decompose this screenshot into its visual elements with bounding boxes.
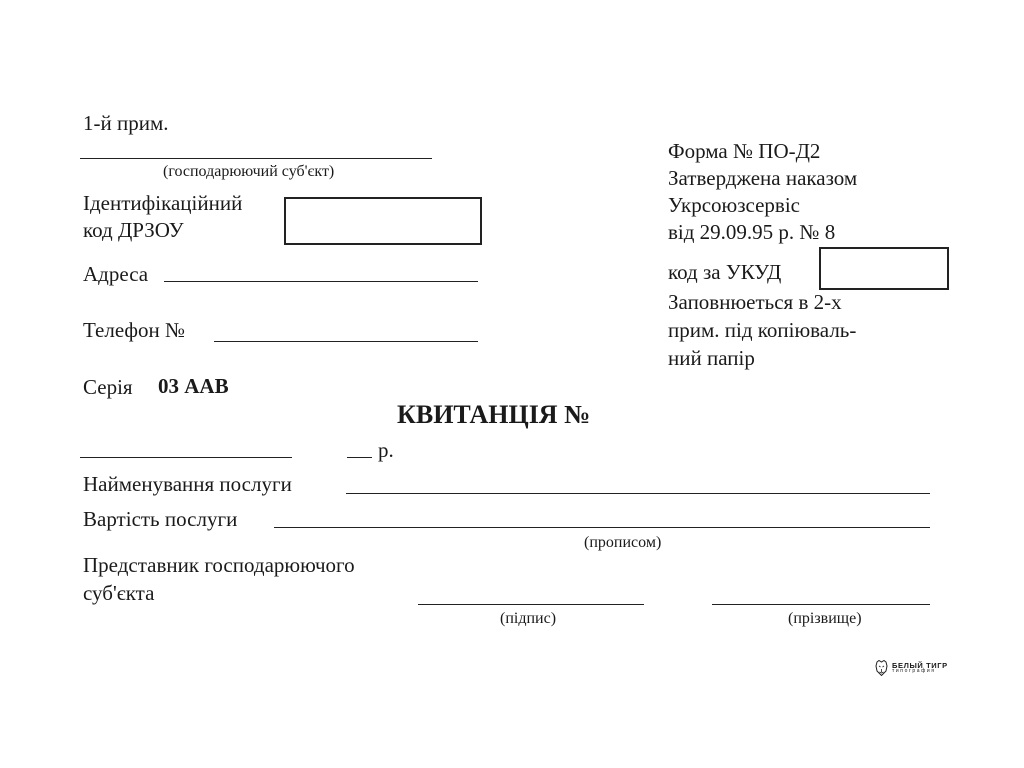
printer-logo-subtitle: типография xyxy=(892,668,936,675)
approval-date: від 29.09.95 р. № 8 xyxy=(668,220,836,244)
entity-line[interactable] xyxy=(80,158,432,159)
ukud-code-field[interactable] xyxy=(819,247,949,290)
printer-logo-text xyxy=(892,662,948,675)
series-value: 03 ААВ xyxy=(158,374,229,398)
fill-note-line3: ний папір xyxy=(668,346,755,370)
form-number: Форма № ПО-Д2 xyxy=(668,139,821,163)
approving-org: Укрсоюзсервіс xyxy=(668,193,800,217)
phone-line[interactable] xyxy=(214,341,478,342)
fill-note-line2: прим. під копіюваль- xyxy=(668,318,857,342)
series-label: Серія xyxy=(83,375,133,399)
id-code-label-line1: Ідентифікаційний xyxy=(83,191,243,215)
ukud-label: код за УКУД xyxy=(668,260,782,284)
signature-caption: (підпис) xyxy=(500,610,557,627)
id-code-label-line2: код ДРЗОУ xyxy=(83,218,184,242)
phone-label: Телефон № xyxy=(83,318,186,342)
year-suffix: р. xyxy=(378,438,394,462)
surname-line[interactable] xyxy=(712,604,930,605)
receipt-title: КВИТАНЦІЯ № xyxy=(397,400,591,429)
representative-label-line1: Представник господарюючого xyxy=(83,553,355,577)
address-label: Адреса xyxy=(83,262,149,286)
service-name-label: Найменування послуги xyxy=(83,472,292,496)
copy-label: 1-й прим. xyxy=(83,111,169,135)
fill-note-line1: Заповнюеться в 2-х xyxy=(668,290,842,314)
in-words-caption: (прописом) xyxy=(584,534,662,551)
approved-by: Затверджена наказом xyxy=(668,166,858,190)
representative-label-line2: суб'єкта xyxy=(83,581,155,605)
entity-caption: (господарюючий суб'єкт) xyxy=(163,163,335,180)
service-cost-line[interactable] xyxy=(274,527,930,528)
tiger-head-icon xyxy=(875,660,888,676)
date-line[interactable] xyxy=(80,457,292,458)
service-cost-label: Вартість послуги xyxy=(83,507,238,531)
surname-caption: (прізвище) xyxy=(788,610,862,627)
service-name-line[interactable] xyxy=(346,493,930,494)
year-line[interactable] xyxy=(347,457,372,458)
printer-logo xyxy=(875,660,948,676)
printer-logo-name: БЕЛЫЙ ТИГР xyxy=(892,660,948,670)
address-line[interactable] xyxy=(164,281,478,282)
signature-line[interactable] xyxy=(418,604,644,605)
id-code-field[interactable] xyxy=(284,197,482,245)
